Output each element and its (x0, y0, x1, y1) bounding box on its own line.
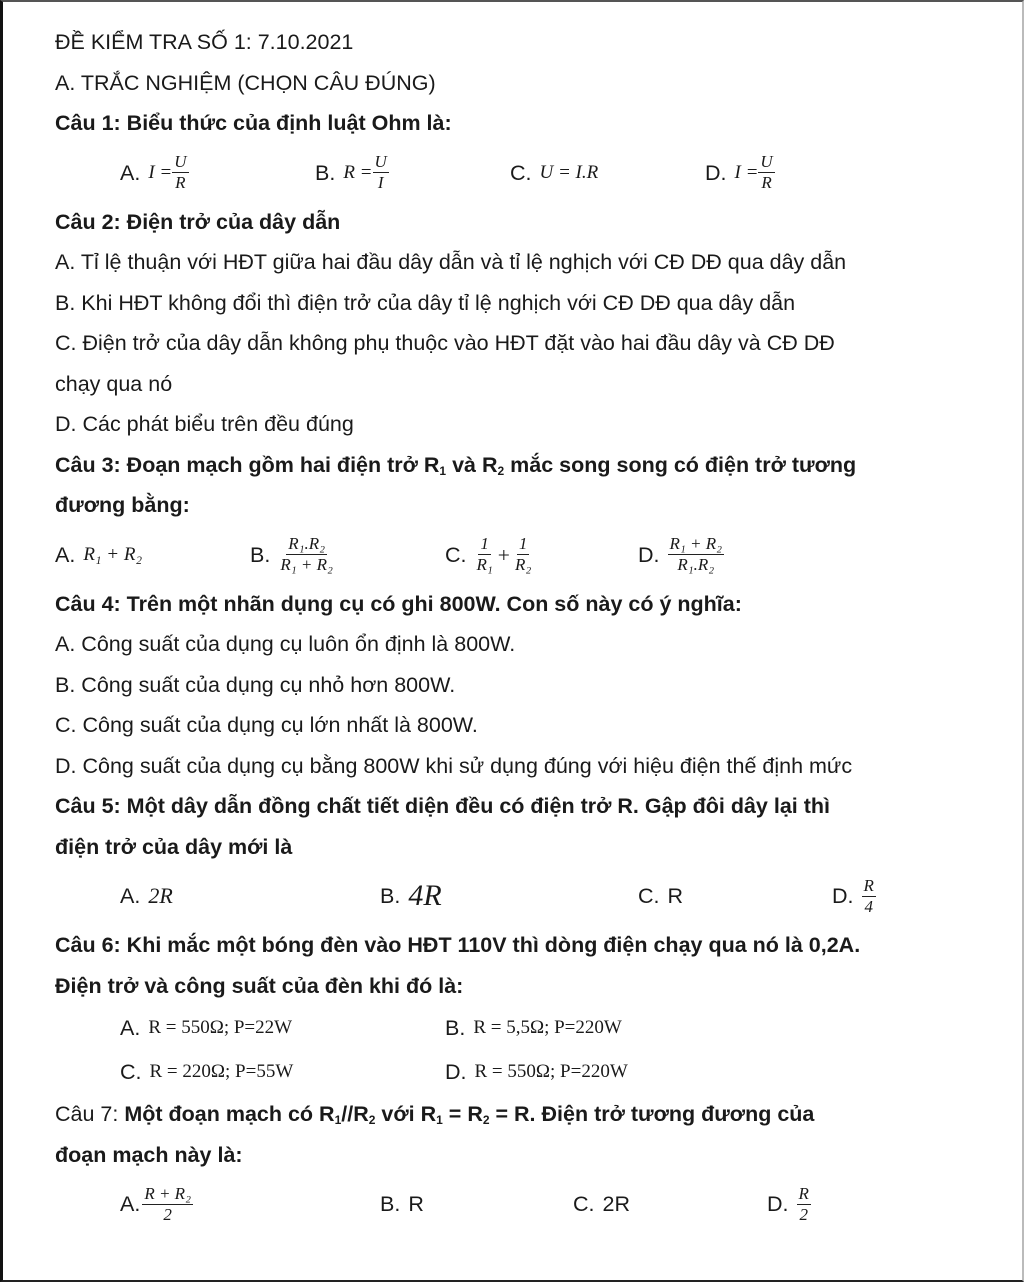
q2-option-a: A. Tỉ lệ thuận với HĐT giữa hai đầu dây dẫn và tỉ lệ nghịch với CĐ DĐ qua dây dẫn (55, 250, 847, 274)
q5-a-label: A. (120, 884, 141, 908)
section-title: A. TRẮC NGHIỆM (CHỌN CÂU ĐÚNG) (55, 70, 436, 95)
q3-option-d (638, 526, 724, 584)
q4-option-b: B. Công suất của dụng cụ nhỏ hơn 800W. (55, 672, 456, 697)
exam-title: ĐỀ KIỂM TRA SỐ 1: 7.10.2021 (55, 30, 354, 54)
q1-b-den: I (377, 173, 384, 192)
q3-b-label: B. (250, 542, 271, 567)
q1-a-lhs: I = (148, 161, 173, 183)
q7-d-fraction (797, 1184, 811, 1225)
q6-b-label: B. (445, 1016, 466, 1040)
q7-c-label: C. (573, 1192, 595, 1216)
q3-c-fraction1 (475, 534, 495, 575)
q4-option-a: A. Công suất của dụng cụ luôn ổn định là 800W. (55, 632, 516, 656)
q5-d-label: D. (832, 884, 854, 908)
q7-stem-sub: 2 (482, 1113, 490, 1127)
q1-options (55, 144, 935, 202)
q1-d-lhs: I = (734, 161, 759, 183)
q7-stem-part: = R (442, 1102, 483, 1126)
q1-d-fraction (758, 152, 774, 193)
q3-options (55, 526, 935, 584)
q3-c-plus: + (497, 542, 510, 567)
q6-stem-line2: Điện trở và công suất của đèn khi đó là: (55, 973, 464, 998)
q7-a-num: R + R₂ (144, 1183, 191, 1203)
q5-a-expr: 2R (148, 883, 173, 908)
q3-stem-line1 (55, 445, 935, 486)
q7-stem-part: Một đoạn mạch có R (124, 1102, 335, 1126)
q6-stem-line1: Câu 6: Khi mắc một bóng đèn vào HĐT 110V thì dòng điện chạy qua nó là 0,2A. (55, 933, 861, 957)
q5-d-den: 4 (864, 896, 873, 916)
q3-b-den: R₁ + R₂ (280, 555, 333, 574)
q1-a-den: R (175, 173, 186, 192)
q7-c-expr: 2R (602, 1192, 630, 1216)
q6-option-a (120, 1006, 292, 1050)
q1-option-a (120, 144, 189, 202)
q5-c-label: C. (638, 884, 660, 908)
q2-option-c-line2: chạy qua nó (55, 371, 173, 396)
q3-c-label: C. (445, 542, 467, 567)
q7-stem-bold (124, 1102, 814, 1126)
q6-b-expr: R = 5,5Ω; P=220W (473, 1017, 622, 1038)
q4-option-d: D. Công suất của dụng cụ bằng 800W khi sử dụng đúng với hiệu điện thế định mức (55, 753, 853, 778)
q5-stem-line1: Câu 5: Một dây dẫn đồng chất tiết diện đều có điện trở R. Gập đôi dây lại thì (55, 794, 831, 818)
q6-options-row1 (55, 1006, 935, 1050)
q2-option-d: D. Các phát biểu trên đều đúng (55, 412, 354, 436)
q3-a-expr: R₁ + R₂ (83, 543, 143, 565)
q3-option-c (445, 526, 533, 584)
q1-b-lhs: R = (343, 161, 373, 183)
q7-a-den: 2 (163, 1204, 172, 1224)
q6-d-label: D. (445, 1060, 467, 1084)
q5-c-expr: R (667, 884, 684, 908)
q6-a-expr: R = 550Ω; P=22W (148, 1017, 293, 1038)
q6-option-c (120, 1050, 293, 1094)
q7-stem-part: //R (341, 1102, 369, 1126)
q7-a-fraction (142, 1184, 193, 1225)
q2-option-c-line1: C. Điện trở của dây dẫn không phụ thuộc vào HĐT đặt vào hai đầu dây và CĐ DĐ (55, 331, 835, 355)
q6-c-expr: R = 220Ω; P=55W (149, 1061, 294, 1082)
q6-options-row2 (55, 1050, 935, 1094)
q6-d-expr: R = 550Ω; P=220W (474, 1061, 628, 1082)
q7-a-label: A. (120, 1192, 141, 1216)
q1-c-expr: U = I.R (539, 161, 599, 183)
q3-c-num1: 1 (480, 534, 489, 553)
q4-option-c: C. Công suất của dụng cụ lớn nhất là 800W. (55, 713, 478, 737)
q1-stem: Câu 1: Biểu thức của định luật Ohm là: (55, 111, 452, 135)
q3-c-den1: R₁ (476, 555, 493, 574)
q5-stem-line2: điện trở của dây mới là (55, 834, 293, 859)
q3-d-den: R₁.R₂ (677, 555, 715, 574)
q3-stem-part: và R (446, 452, 498, 477)
q5-d-num: R (863, 875, 874, 895)
q1-a-fraction (172, 152, 188, 193)
q3-c-fraction2 (513, 534, 533, 575)
q3-d-fraction (668, 534, 725, 575)
q7-stem-part: với R (375, 1102, 437, 1126)
q2-stem: Câu 2: Điện trở của dây dẫn (55, 209, 341, 234)
q3-stem-part: Câu 3: Đoạn mạch gồm hai điện trở R (55, 452, 440, 477)
q4-stem: Câu 4: Trên một nhãn dụng cụ có ghi 800W. Con số này có ý nghĩa: (55, 591, 742, 616)
q5-option-d (832, 867, 876, 925)
q5-option-c (638, 867, 683, 925)
q5-options (55, 867, 935, 925)
q7-option-a (120, 1175, 193, 1233)
q3-stem-sub: 2 (497, 463, 505, 478)
q6-c-label: C. (120, 1060, 142, 1084)
q6-option-d (445, 1050, 628, 1094)
q3-stem-line2: đương bằng: (55, 493, 190, 517)
q1-option-b (315, 144, 389, 202)
q5-option-b (380, 867, 442, 925)
q1-option-c (510, 144, 598, 202)
q3-c-num2: 1 (518, 534, 528, 553)
q1-d-den: R (761, 173, 772, 192)
q3-d-label: D. (638, 542, 660, 567)
q1-d-label: D. (705, 160, 727, 185)
q1-option-d (705, 144, 775, 202)
q3-b-num: R₁.R₂ (288, 534, 326, 553)
q7-stem-sub: 2 (368, 1113, 376, 1127)
q3-a-label: A. (55, 542, 76, 567)
q6-a-label: A. (120, 1016, 141, 1040)
q7-d-label: D. (767, 1192, 789, 1216)
q3-b-fraction (278, 534, 335, 575)
q1-c-label: C. (510, 160, 532, 185)
q3-c-den2: R₂ (514, 555, 532, 574)
q7-stem-sub: 1 (436, 1113, 443, 1127)
q7-d-num: R (798, 1183, 809, 1203)
exam-document (55, 22, 935, 1233)
q7-options (55, 1175, 935, 1233)
q7-b-label: B. (380, 1192, 401, 1216)
q7-option-b (380, 1175, 424, 1233)
q2-option-b: B. Khi HĐT không đổi thì điện trở của dây tỉ lệ nghịch với CĐ DĐ qua dây dẫn (55, 290, 796, 315)
q1-a-num: U (174, 152, 187, 171)
q3-stem-sub: 1 (439, 463, 447, 478)
q3-option-a (55, 526, 142, 584)
q7-stem-sub: 1 (334, 1113, 342, 1127)
q7-b-expr: R (408, 1192, 424, 1216)
q7-stem-line2: đoạn mạch này là: (55, 1142, 243, 1167)
q1-a-label: A. (120, 160, 141, 185)
q5-b-label: B. (380, 884, 401, 908)
q3-option-b (250, 526, 335, 584)
q1-b-fraction (373, 152, 389, 193)
q1-b-num: U (374, 152, 387, 171)
q1-d-num: U (760, 152, 773, 171)
q7-stem-prefix: Câu 7: (55, 1102, 125, 1126)
q7-d-den: 2 (799, 1204, 808, 1224)
q5-d-fraction (862, 876, 876, 917)
q5-b-expr: 4R (408, 879, 442, 912)
q3-stem-part: mắc song song có điện trở tương (504, 452, 857, 477)
q6-option-b (445, 1006, 622, 1050)
q5-option-a (120, 867, 173, 925)
q7-stem-line1 (55, 1094, 935, 1135)
q7-option-c (573, 1175, 630, 1233)
q1-b-label: B. (315, 160, 336, 185)
q7-option-d (767, 1175, 811, 1233)
q7-stem-part: = R. Điện trở tương đương của (489, 1102, 815, 1126)
q3-d-num: R₁ + R₂ (669, 534, 723, 553)
